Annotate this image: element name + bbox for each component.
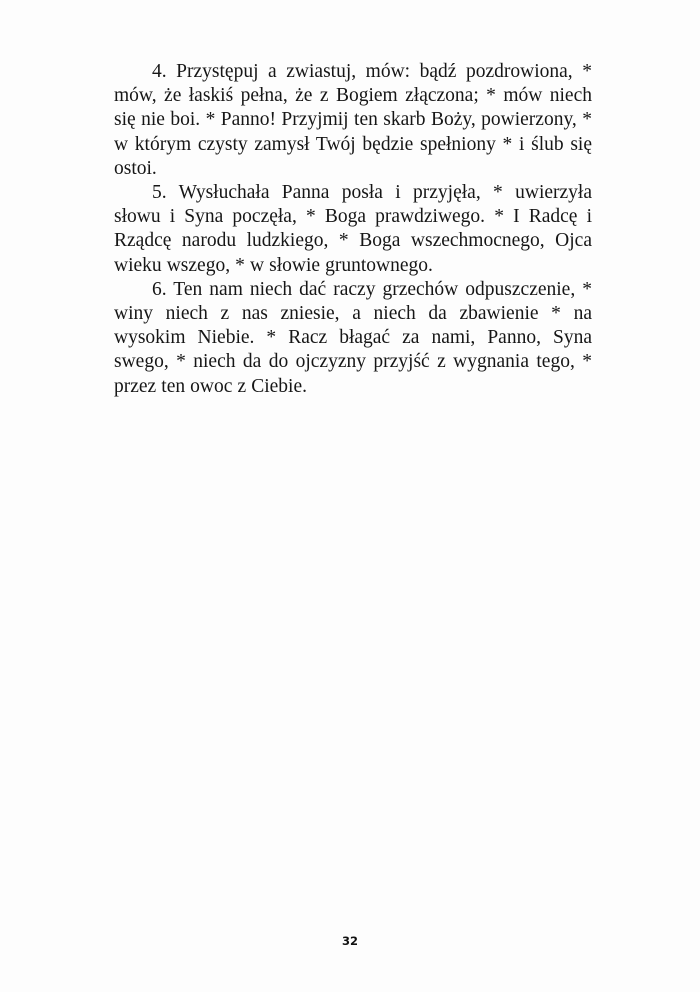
- stanza-4: 4. Przystępuj a zwiastuj, mów: bądź pozdrowiona, * mów, że łaskiś pełna, że z Bogiem złączona; * mów niech się nie boi. * Panno! Przyjmij ten skarb Boży, powierzony, * w którym czysty zamysł Twój będzie spełniony * i ślub się ostoi.: [114, 61, 592, 179]
- hymn-text: [114, 60, 592, 399]
- stanza-5: 5. Wysłuchała Panna posła i przyjęła, * uwierzyła słowu i Syna poczęła, * Boga prawdziwego. * I Radcę i Rządcę narodu ludzkiego, * Boga wszechmocnego, Ojca wieku wszego, * w słowie gruntownego.: [114, 182, 592, 276]
- stanza-6: 6. Ten nam niech dać raczy grzechów odpuszczenie, * winy niech z nas zniesie, a niech da zbawienie * na wysokim Niebie. * Racz błagać za nami, Panno, Syna swego, * niech da do ojczyzny przyjść z wygnania tego, * przez ten owoc z Ciebie.: [114, 278, 592, 397]
- page-number: 32: [341, 934, 358, 948]
